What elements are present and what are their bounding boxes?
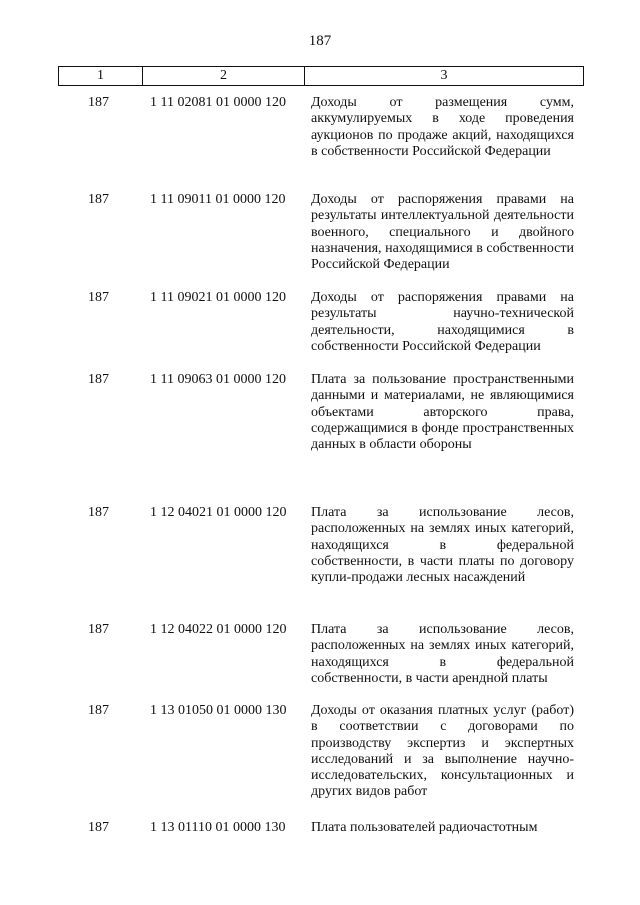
budget-code-cell: 1 11 09011 01 0000 120 xyxy=(150,192,286,207)
income-description-cell: Плата пользователей радиочастотным xyxy=(311,820,538,835)
income-description-cell: Плата за использование лесов, расположенных на землях иных категорий, находящихся в федеральной собственности, в части платы по договору купли-продажи лесных насаждений xyxy=(311,505,574,586)
income-description-cell: Доходы от оказания платных услуг (работ) в соответствии с договорами по производству экспертиз и экспертных исследований и за выполнение научно-исследовательских, консультационных и других видов работ xyxy=(311,703,574,800)
budget-code-cell: 1 12 04022 01 0000 120 xyxy=(150,622,287,637)
column-header-3: 3 xyxy=(440,68,448,83)
column-header-2: 2 xyxy=(143,67,305,85)
admin-code-cell: 187 xyxy=(88,820,109,835)
budget-code-cell: 1 11 09063 01 0000 120 xyxy=(150,372,286,387)
admin-code-cell: 187 xyxy=(88,703,109,718)
admin-code-cell: 187 xyxy=(88,622,109,637)
column-header-1: 1 xyxy=(59,67,143,85)
income-description-cell: Доходы от размещения сумм, аккумулируемых в ходе проведения аукционов по продаже акций, находящихся в собственности Российской Федерации xyxy=(311,95,574,159)
table-header-row xyxy=(58,66,584,86)
income-description-cell: Доходы от распоряжения правами на результаты интеллектуальной деятельности военного, специального и двойного назначения, находящимися в собственности Российской Федерации xyxy=(311,192,574,273)
income-description-cell: Плата за пользование пространственными данными и материалами, не являющимися объектами авторского права, содержащимися в фонде пространственных данных в области обороны xyxy=(311,372,574,453)
budget-code-cell: 1 13 01110 01 0000 130 xyxy=(150,820,286,835)
budget-code-cell: 1 11 09021 01 0000 120 xyxy=(150,290,286,305)
budget-code-cell: 1 13 01050 01 0000 130 xyxy=(150,703,287,718)
page-number: 187 xyxy=(308,33,332,49)
budget-code-cell: 1 12 04021 01 0000 120 xyxy=(150,505,287,520)
income-description-cell: Плата за использование лесов, расположенных на землях иных категорий, находящихся в федеральной собственности, в части арендной платы xyxy=(311,622,574,686)
income-description-cell: Доходы от распоряжения правами на результаты научно-технической деятельности, находящимися в собственности Российской Федерации xyxy=(311,290,574,354)
budget-code-cell: 1 11 02081 01 0000 120 xyxy=(150,95,286,110)
admin-code-cell: 187 xyxy=(88,372,109,387)
admin-code-cell: 187 xyxy=(88,505,109,520)
admin-code-cell: 187 xyxy=(88,192,109,207)
admin-code-cell: 187 xyxy=(88,290,109,305)
admin-code-cell: 187 xyxy=(88,95,109,110)
